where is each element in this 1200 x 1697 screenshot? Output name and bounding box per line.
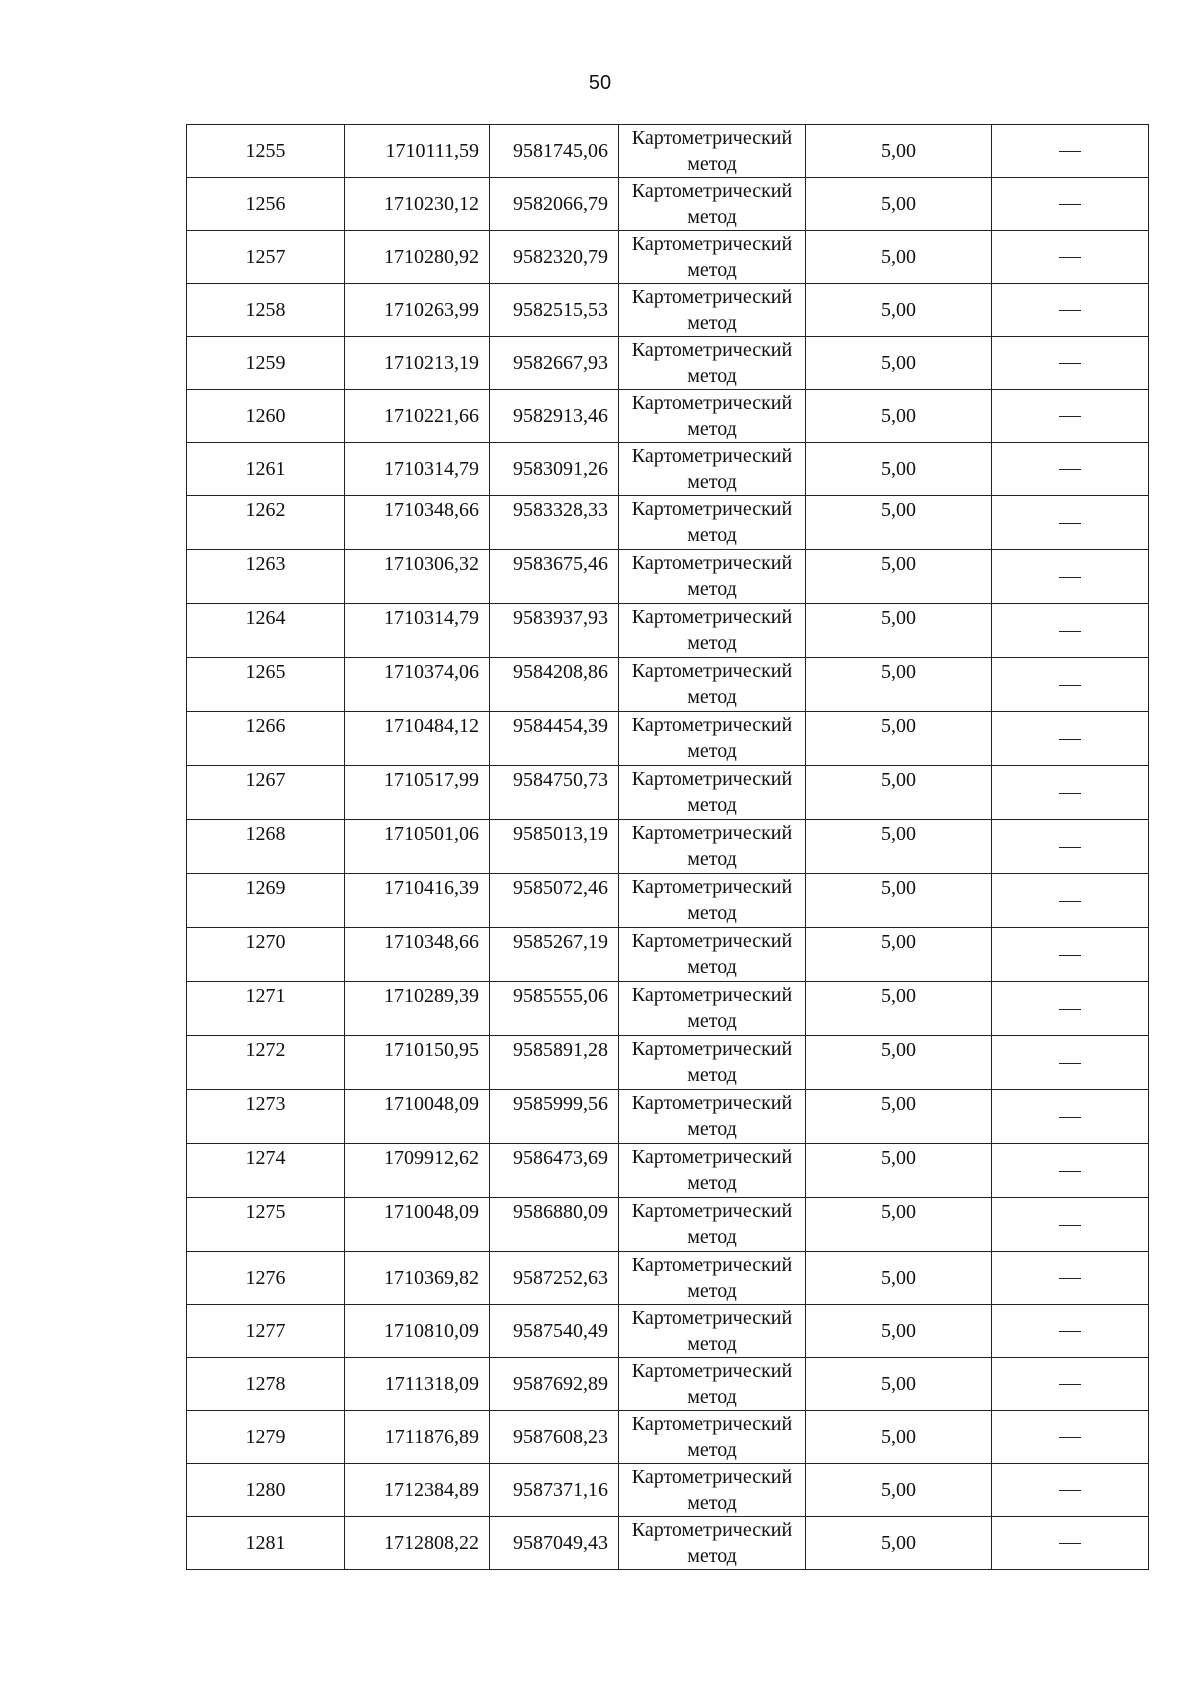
method-line-2: метод [687,1333,737,1355]
point-number-cell: 1271 [187,982,345,1036]
dash-mark [1059,631,1081,632]
method-line-1: Картометрический [631,339,793,361]
table-row [187,874,1149,928]
point-number-cell: 1258 [187,284,345,337]
point-number-cell: 1273 [187,1090,345,1144]
method-cell [619,712,806,766]
y-coordinate-cell: 9586473,69 [490,1144,619,1198]
table-row [187,443,1149,496]
method-cell [619,874,806,928]
point-number-cell: 1268 [187,820,345,874]
table-row [187,928,1149,982]
table-row [187,284,1149,337]
method-cell [619,820,806,874]
point-number-cell: 1261 [187,443,345,496]
dash-mark [1059,1225,1081,1226]
accuracy-cell: 5,00 [806,1198,992,1252]
method-line-2: метод [687,418,737,440]
x-coordinate-cell: 1710111,59 [345,125,490,178]
method-line-2: метод [687,1280,737,1302]
method-cell [619,1305,806,1358]
table-row [187,1411,1149,1464]
accuracy-cell: 5,00 [806,1036,992,1090]
method-cell [619,658,806,712]
method-cell [619,284,806,337]
dash-mark [1059,363,1081,364]
x-coordinate-cell: 1710280,92 [345,231,490,284]
method-line-1: Картометрический [631,1413,793,1435]
y-coordinate-cell: 9585891,28 [490,1036,619,1090]
x-coordinate-cell: 1711318,09 [345,1358,490,1411]
dash-mark [1059,901,1081,902]
y-coordinate-cell: 9587540,49 [490,1305,619,1358]
method-cell [619,1358,806,1411]
note-cell [992,178,1149,231]
dash-mark [1059,793,1081,794]
method-line-1: Картометрический [631,180,793,202]
note-cell [992,550,1149,604]
method-line-1: Картометрический [631,127,793,149]
dash-mark [1059,1543,1081,1544]
dash-mark [1059,1331,1081,1332]
method-line-2: метод [687,153,737,175]
method-line-2: метод [687,312,737,334]
note-cell [992,928,1149,982]
accuracy-cell: 5,00 [806,178,992,231]
accuracy-cell: 5,00 [806,766,992,820]
dash-mark [1059,1117,1081,1118]
method-line-2: метод [687,1010,737,1032]
dash-mark [1059,685,1081,686]
method-line-1: Картометрический [631,1254,793,1276]
x-coordinate-cell: 1710213,19 [345,337,490,390]
method-cell [619,231,806,284]
note-cell [992,820,1149,874]
x-coordinate-cell: 1710810,09 [345,1305,490,1358]
accuracy-cell: 5,00 [806,550,992,604]
accuracy-cell: 5,00 [806,496,992,550]
table-row [187,1036,1149,1090]
point-number-cell: 1280 [187,1464,345,1517]
point-number-cell: 1275 [187,1198,345,1252]
accuracy-cell: 5,00 [806,231,992,284]
accuracy-cell: 5,00 [806,1464,992,1517]
point-number-cell: 1267 [187,766,345,820]
table-row [187,390,1149,443]
note-cell [992,125,1149,178]
method-line-2: метод [687,740,737,762]
note-cell [992,1144,1149,1198]
method-cell [619,1464,806,1517]
note-cell [992,1464,1149,1517]
method-cell [619,766,806,820]
y-coordinate-cell: 9582515,53 [490,284,619,337]
method-line-1: Картометрический [631,984,793,1006]
point-number-cell: 1265 [187,658,345,712]
x-coordinate-cell: 1710369,82 [345,1252,490,1305]
accuracy-cell: 5,00 [806,1144,992,1198]
table-row [187,1198,1149,1252]
y-coordinate-cell: 9584208,86 [490,658,619,712]
method-line-2: метод [687,848,737,870]
method-cell [619,550,806,604]
dash-mark [1059,1278,1081,1279]
method-line-1: Картометрический [631,876,793,898]
table-row [187,1252,1149,1305]
table-row [187,337,1149,390]
y-coordinate-cell: 9587692,89 [490,1358,619,1411]
method-line-1: Картометрический [631,660,793,682]
dash-mark [1059,1171,1081,1172]
note-cell [992,712,1149,766]
table-row [187,231,1149,284]
y-coordinate-cell: 9587371,16 [490,1464,619,1517]
accuracy-cell: 5,00 [806,820,992,874]
method-line-1: Картометрический [631,552,793,574]
dash-mark [1059,416,1081,417]
table-row [187,712,1149,766]
method-line-2: метод [687,1118,737,1140]
point-number-cell: 1259 [187,337,345,390]
accuracy-cell: 5,00 [806,443,992,496]
accuracy-cell: 5,00 [806,390,992,443]
method-cell [619,1090,806,1144]
y-coordinate-cell: 9583328,33 [490,496,619,550]
note-cell [992,982,1149,1036]
y-coordinate-cell: 9585555,06 [490,982,619,1036]
method-line-1: Картометрический [631,1092,793,1114]
method-line-2: метод [687,578,737,600]
table-row [187,550,1149,604]
method-line-2: метод [687,471,737,493]
point-number-cell: 1269 [187,874,345,928]
accuracy-cell: 5,00 [806,1411,992,1464]
x-coordinate-cell: 1710348,66 [345,496,490,550]
dash-mark [1059,1063,1081,1064]
x-coordinate-cell: 1710306,32 [345,550,490,604]
x-coordinate-cell: 1710150,95 [345,1036,490,1090]
table-row [187,1144,1149,1198]
method-line-2: метод [687,1439,737,1461]
note-cell [992,443,1149,496]
method-line-1: Картометрический [631,1038,793,1060]
method-cell [619,1198,806,1252]
method-line-2: метод [687,1172,737,1194]
dash-mark [1059,257,1081,258]
table-body [187,125,1149,1570]
method-line-1: Картометрический [631,1519,793,1541]
accuracy-cell: 5,00 [806,982,992,1036]
method-line-1: Картометрический [631,714,793,736]
y-coordinate-cell: 9587049,43 [490,1517,619,1570]
accuracy-cell: 5,00 [806,1517,992,1570]
note-cell [992,1517,1149,1570]
y-coordinate-cell: 9585013,19 [490,820,619,874]
table-row [187,1305,1149,1358]
point-number-cell: 1255 [187,125,345,178]
note-cell [992,1036,1149,1090]
table-row [187,1517,1149,1570]
x-coordinate-cell: 1710484,12 [345,712,490,766]
method-cell [619,604,806,658]
method-line-2: метод [687,1386,737,1408]
table-row [187,1090,1149,1144]
y-coordinate-cell: 9585999,56 [490,1090,619,1144]
method-line-2: метод [687,1226,737,1248]
dash-mark [1059,739,1081,740]
point-number-cell: 1272 [187,1036,345,1090]
method-cell [619,443,806,496]
accuracy-cell: 5,00 [806,1358,992,1411]
y-coordinate-cell: 9584750,73 [490,766,619,820]
note-cell [992,604,1149,658]
y-coordinate-cell: 9584454,39 [490,712,619,766]
x-coordinate-cell: 1710314,79 [345,604,490,658]
method-line-1: Картометрический [631,930,793,952]
dash-mark [1059,1384,1081,1385]
method-line-1: Картометрический [631,768,793,790]
x-coordinate-cell: 1710263,99 [345,284,490,337]
x-coordinate-cell: 1710221,66 [345,390,490,443]
method-line-1: Картометрический [631,1360,793,1382]
x-coordinate-cell: 1710314,79 [345,443,490,496]
method-line-1: Картометрический [631,1200,793,1222]
table-row [187,496,1149,550]
dash-mark [1059,469,1081,470]
point-number-cell: 1279 [187,1411,345,1464]
accuracy-cell: 5,00 [806,712,992,766]
note-cell [992,658,1149,712]
method-cell [619,496,806,550]
note-cell [992,1305,1149,1358]
y-coordinate-cell: 9585267,19 [490,928,619,982]
x-coordinate-cell: 1712808,22 [345,1517,490,1570]
method-line-2: метод [687,902,737,924]
table-row [187,820,1149,874]
method-cell [619,390,806,443]
accuracy-cell: 5,00 [806,125,992,178]
point-number-cell: 1270 [187,928,345,982]
x-coordinate-cell: 1710048,09 [345,1090,490,1144]
method-line-2: метод [687,1492,737,1514]
point-number-cell: 1260 [187,390,345,443]
accuracy-cell: 5,00 [806,928,992,982]
table-row [187,1464,1149,1517]
y-coordinate-cell: 9586880,09 [490,1198,619,1252]
method-line-1: Картометрический [631,445,793,467]
method-line-1: Картометрический [631,822,793,844]
table-row [187,125,1149,178]
method-line-2: метод [687,1545,737,1567]
y-coordinate-cell: 9583937,93 [490,604,619,658]
table-row [187,1358,1149,1411]
page-number: 50 [588,72,612,94]
method-line-1: Картометрический [631,606,793,628]
accuracy-cell: 5,00 [806,604,992,658]
method-line-1: Картометрический [631,498,793,520]
note-cell [992,337,1149,390]
method-cell [619,178,806,231]
x-coordinate-cell: 1710048,09 [345,1198,490,1252]
accuracy-cell: 5,00 [806,337,992,390]
point-number-cell: 1276 [187,1252,345,1305]
coordinates-table [186,124,1149,1570]
note-cell [992,1090,1149,1144]
dash-mark [1059,1490,1081,1491]
note-cell [992,390,1149,443]
point-number-cell: 1277 [187,1305,345,1358]
method-cell [619,337,806,390]
method-line-2: метод [687,794,737,816]
point-number-cell: 1263 [187,550,345,604]
x-coordinate-cell: 1710501,06 [345,820,490,874]
dash-mark [1059,577,1081,578]
coordinates-table-wrapper [186,124,1148,1570]
dash-mark [1059,955,1081,956]
y-coordinate-cell: 9583091,26 [490,443,619,496]
method-line-1: Картометрический [631,1466,793,1488]
method-line-1: Картометрический [631,1307,793,1329]
point-number-cell: 1281 [187,1517,345,1570]
method-cell [619,928,806,982]
x-coordinate-cell: 1710416,39 [345,874,490,928]
point-number-cell: 1274 [187,1144,345,1198]
table-row [187,982,1149,1036]
method-cell [619,1252,806,1305]
method-cell [619,125,806,178]
y-coordinate-cell: 9583675,46 [490,550,619,604]
method-cell [619,982,806,1036]
table-row [187,604,1149,658]
dash-mark [1059,1437,1081,1438]
dash-mark [1059,310,1081,311]
method-cell [619,1036,806,1090]
y-coordinate-cell: 9582066,79 [490,178,619,231]
point-number-cell: 1264 [187,604,345,658]
point-number-cell: 1262 [187,496,345,550]
x-coordinate-cell: 1710348,66 [345,928,490,982]
method-line-2: метод [687,686,737,708]
x-coordinate-cell: 1712384,89 [345,1464,490,1517]
note-cell [992,874,1149,928]
y-coordinate-cell: 9587608,23 [490,1411,619,1464]
point-number-cell: 1256 [187,178,345,231]
x-coordinate-cell: 1710374,06 [345,658,490,712]
x-coordinate-cell: 1709912,62 [345,1144,490,1198]
method-line-2: метод [687,524,737,546]
accuracy-cell: 5,00 [806,1090,992,1144]
dash-mark [1059,151,1081,152]
note-cell [992,496,1149,550]
method-line-1: Картометрический [631,286,793,308]
table-row [187,766,1149,820]
dash-mark [1059,204,1081,205]
method-line-1: Картометрический [631,233,793,255]
note-cell [992,1358,1149,1411]
dash-mark [1059,1009,1081,1010]
y-coordinate-cell: 9581745,06 [490,125,619,178]
point-number-cell: 1266 [187,712,345,766]
method-line-2: метод [687,365,737,387]
note-cell [992,766,1149,820]
dash-mark [1059,523,1081,524]
note-cell [992,231,1149,284]
method-line-2: метод [687,956,737,978]
method-line-2: метод [687,259,737,281]
accuracy-cell: 5,00 [806,1305,992,1358]
x-coordinate-cell: 1710289,39 [345,982,490,1036]
accuracy-cell: 5,00 [806,658,992,712]
method-cell [619,1411,806,1464]
method-line-2: метод [687,1064,737,1086]
note-cell [992,1411,1149,1464]
y-coordinate-cell: 9582913,46 [490,390,619,443]
table-row [187,658,1149,712]
note-cell [992,1198,1149,1252]
x-coordinate-cell: 1710230,12 [345,178,490,231]
x-coordinate-cell: 1711876,89 [345,1411,490,1464]
accuracy-cell: 5,00 [806,1252,992,1305]
method-line-1: Картометрический [631,392,793,414]
dash-mark [1059,847,1081,848]
point-number-cell: 1257 [187,231,345,284]
method-cell [619,1144,806,1198]
method-cell [619,1517,806,1570]
point-number-cell: 1278 [187,1358,345,1411]
method-line-2: метод [687,206,737,228]
note-cell [992,284,1149,337]
method-line-2: метод [687,632,737,654]
note-cell [992,1252,1149,1305]
accuracy-cell: 5,00 [806,284,992,337]
y-coordinate-cell: 9587252,63 [490,1252,619,1305]
accuracy-cell: 5,00 [806,874,992,928]
method-line-1: Картометрический [631,1146,793,1168]
y-coordinate-cell: 9582667,93 [490,337,619,390]
table-row [187,178,1149,231]
x-coordinate-cell: 1710517,99 [345,766,490,820]
y-coordinate-cell: 9585072,46 [490,874,619,928]
y-coordinate-cell: 9582320,79 [490,231,619,284]
